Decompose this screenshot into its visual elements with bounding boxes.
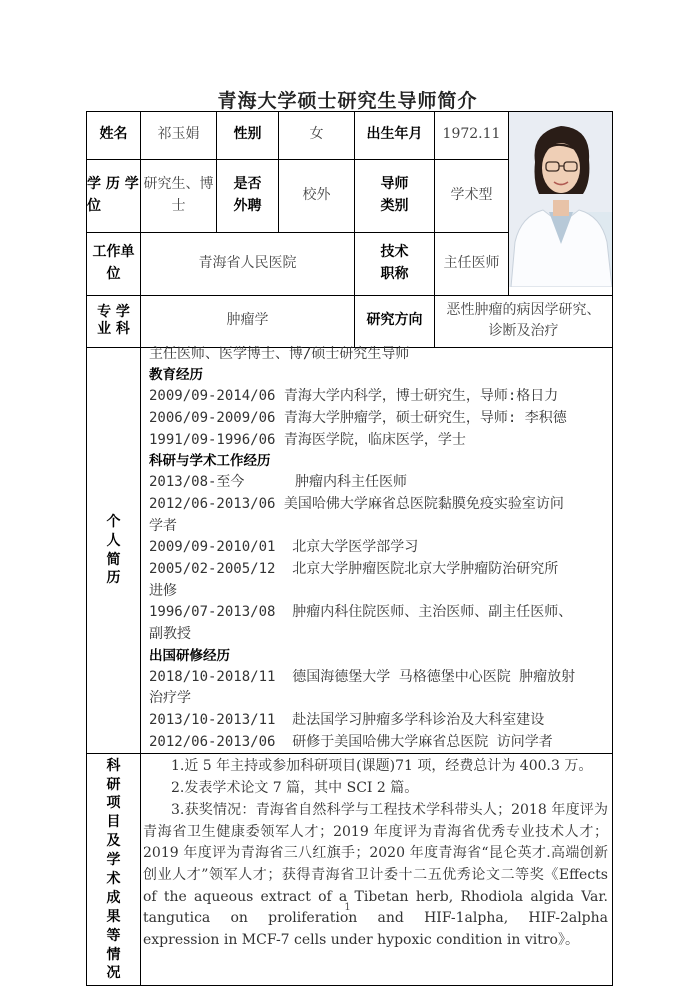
profile-line: 2009/09-2010/01 北京大学医学部学习 [149,539,419,556]
profile-line: 2009/09-2014/06 青海大学内科学，博士研究生，导师:格日力 [149,388,559,405]
profile-section-heading: 科研与学术工作经历 [149,453,271,470]
profile-line: 2012/06-2013/06 研修于美国哈佛大学麻省总医院 访问学者 [149,733,553,750]
profile-line: 2013/10-2013/11 赴法国学习肿瘤多学科诊治及大科室建设 [149,712,545,729]
work-unit-label: 工作单 位 [87,233,141,295]
page-title: 青海大学硕士研究生导师简介 [217,90,478,112]
portrait-photo [509,112,613,296]
birth-label: 出生年月 [355,112,435,160]
profile-table [86,111,613,986]
research-label: 科 研 项 目 及 学 术 成 果 等 情 况 [87,754,141,986]
profile-line: 2005/02-2005/12 北京大学肿瘤医院北京大学肿瘤防治研究所 [149,561,559,578]
external-hire-value: 校外 [279,159,355,233]
profile-section-heading: 出国研修经历 [149,647,230,664]
external-hire-label: 是否 外聘 [217,159,279,233]
research-content [141,754,613,986]
education-value: 研究生、博 士 [141,159,217,233]
supervisor-type-value: 学术型 [435,159,509,233]
major-label: 专 学 业 科 [87,295,141,347]
tech-title-value: 主任医师 [435,233,509,295]
profile-line: 1991/09-1996/06 青海医学院，临床医学，学士 [149,431,466,448]
tech-title-label: 技术 职称 [355,233,435,295]
profile-line: 1996/07-2013/08 肿瘤内科住院医师、主治医师、副主任医师、 [149,604,573,621]
portrait-image [509,112,612,287]
work-unit-value: 青海省人民医院 [141,233,355,295]
profile-line: 2006/09-2009/06 青海大学肿瘤学，硕士研究生，导师: 李积德 [149,409,567,426]
research-item-projects: 1.近 5 年主持或参加科研项目(课题)71 项，经费总计为 400.3 万。 [171,758,593,775]
profile-section-heading: 教育经历 [149,367,203,384]
profile-line: 副教授 [149,626,191,643]
research-direction-value: 恶性肿瘤的病因学研究、 诊断及治疗 [435,295,613,347]
profile-content [141,347,613,754]
profile-line: 2013/08-至今 肿瘤内科主任医师 [149,474,408,491]
supervisor-type-label: 导师 类别 [355,159,435,233]
research-item-papers: 2.发表学术论文 7 篇，其中 SCI 2 篇。 [171,780,419,797]
name-value: 祁玉娟 [141,112,217,160]
profile-line: 2018/10-2018/11 德国海德堡大学 马格德堡中心医院 肿瘤放射 [149,668,576,685]
profile-label: 个 人 简 历 [87,347,141,754]
education-label: 学 历 学 位 [87,159,141,233]
gender-label: 性别 [217,112,279,160]
profile-line: 进修 [149,582,177,599]
birth-value: 1972.11 [435,112,509,160]
research-direction-label: 研究方向 [355,295,435,347]
gender-value: 女 [279,112,355,160]
profile-line: 治疗学 [149,690,191,707]
profile-line: 2012/06-2013/06 美国哈佛大学麻省总医院黏膜免疫实验室访问 [149,495,564,512]
page-number: 1 [344,902,351,913]
profile-line: 主任医师、医学博士、博/硕士研究生导师 [149,345,410,362]
major-value: 肿瘤学 [141,295,355,347]
name-label: 姓名 [87,112,141,160]
profile-line: 学者 [149,517,177,534]
research-item-awards: 3.获奖情况：青海省自然科学与工程技术学科带头人；2018 年度评为青海省卫生健康委领军人才；2019 年度评为青海省优秀专业技术人才；2019 年度评为青海省三八红旗手；2020 年度青海省“昆仑英才.高端创新创业人才”领军人才；获得青海省卫计委十二五优秀论文二等奖《Effects of the aqueous extract of a Tibetan herb, Rhodiola algida Var. tangutica on proliferation and HIF-1alpha, HIF-2alpha expression in MCF-7 cells under hypoxic condition in vitro》。 [143,801,608,948]
